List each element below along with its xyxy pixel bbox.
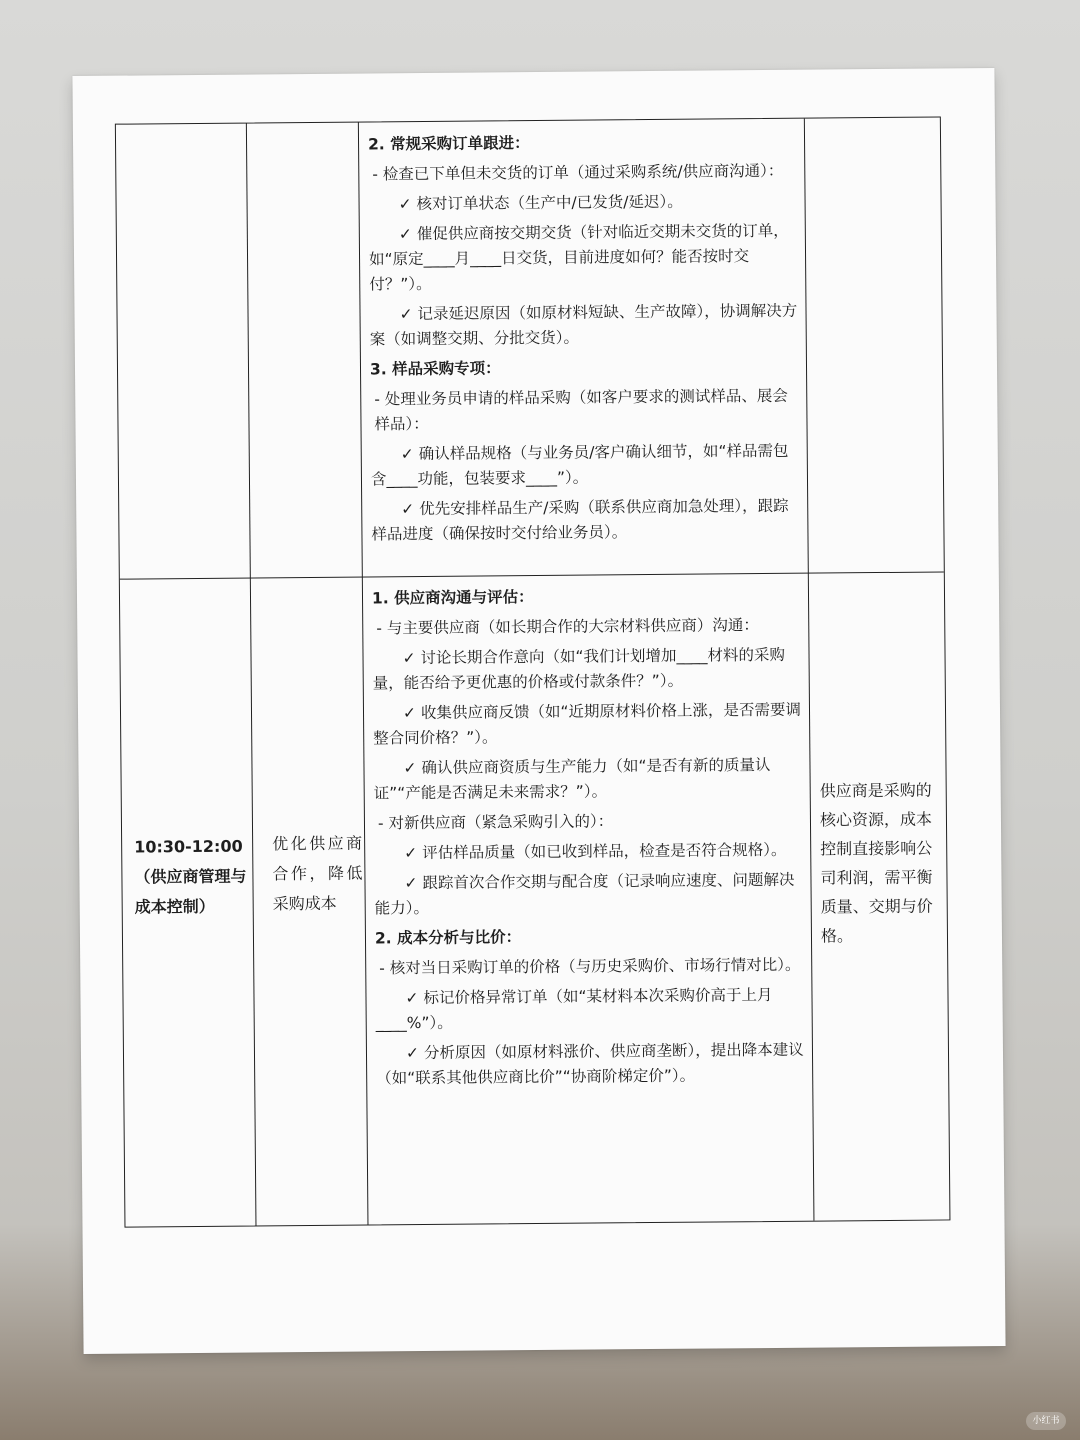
watermark-badge: 小红书 [1026,1412,1066,1430]
paragraph-text: 优先安排样品生产/采购（联系供应商加急处理），跟踪样品进度（确保按时交付给业务员）。 [371,496,789,544]
paragraph-text: - 对新供应商（紧急采购引入的）： [377,812,614,833]
check-item [374,838,802,867]
check-item [374,868,802,922]
time-slot: 10:30-12:00 [134,836,243,857]
column-divider [804,119,815,1221]
paragraph-text: 确认供应商资质与生产能力（如“是否有新的质量认证”“产能是否满足未来需求？”）。 [373,755,771,803]
check-mark-icon: ✓ [398,195,412,214]
check-item [369,219,798,298]
check-mark-icon: ✓ [404,844,418,863]
paragraph-text: 分析原因（如原材料涨价、供应商垄断），提出降本建议（如“联系其他供应商比价”“协商阶梯定价”）。 [376,1040,804,1088]
task-item [372,159,796,188]
paragraph-text: 核对订单状态（生产中/已发货/延迟）。 [416,192,683,214]
row2-goal-cell: 优化供应商合作，降低采购成本 [272,833,363,914]
time-slot-subtitle: （供应商管理与成本控制） [134,866,247,917]
paragraph-text: 标记价格异常订单（如“某材料本次采购价高于上月____%”）。 [375,985,773,1033]
row1-content-cell [368,127,800,571]
check-mark-icon: ✓ [399,305,413,324]
section-heading [375,923,803,952]
column-divider [246,124,257,1226]
task-item [374,384,798,438]
check-item [369,299,797,353]
row2-note-cell: 供应商是采购的核心资源，成本控制直接影响公司利润，需平衡质量、交期与价格。 [819,780,933,946]
paragraph-text: - 核对当日采购订单的价格（与历史采购价、市场行情对比）。 [379,955,801,978]
check-mark-icon: ✓ [405,989,419,1008]
paragraph-text: 3. 样品采购专项： [369,359,501,379]
row2-time-cell [134,832,251,923]
check-mark-icon: ✓ [405,1044,420,1063]
paragraph-text: 2. 成本分析与比价： [374,928,522,948]
row-divider [120,571,944,579]
paragraph-text: 2. 常规采购订单跟进： [367,134,530,154]
check-item [371,439,799,493]
check-mark-icon: ✓ [403,759,417,778]
check-mark-icon: ✓ [400,445,414,464]
section-heading [372,583,800,612]
check-item [372,643,800,697]
paragraph-text: 跟踪首次合作交期与配合度（记录响应速度、问题解决能力）。 [374,870,795,918]
paragraph-text: 确认样品规格（与业务员/客户确认细节，如“样品需包含____功能，包装要求____”）。 [370,441,789,489]
check-item [368,189,796,218]
section-heading [368,129,796,158]
check-mark-icon: ✓ [401,500,415,519]
check-mark-icon: ✓ [404,874,418,893]
paragraph-text: 1. 供应商沟通与评估： [371,588,534,608]
paragraph-text: - 处理业务员申请的样品采购（如客户要求的测试样品、展会样品）： [374,386,788,434]
check-item [373,698,801,752]
paragraph-text: 记录延迟原因（如原材料短缺、生产故障），协调解决方案（如调整交期、分批交货）。 [369,301,798,349]
task-item [379,953,803,982]
paragraph-text: 评估样品质量（如已收到样品，检查是否符合规格）。 [422,840,787,863]
check-mark-icon: ✓ [402,649,416,668]
check-mark-icon: ✓ [402,704,417,723]
document-page [72,68,1005,1354]
row2-content-cell [372,581,806,1221]
check-mark-icon: ✓ [398,225,412,244]
paragraph-text: - 与主要供应商（如长期合作的大宗材料供应商）沟通： [376,616,759,638]
task-item [378,808,802,837]
paragraph-text: 讨论长期合作意向（如“我们计划增加____材料的采购量，能否给予更优惠的价格或付款条件？”）。 [372,645,786,693]
schedule-table [115,116,951,1227]
column-divider [358,123,369,1225]
paragraph-text: - 检查已下单但未交货的订单（通过采购系统/供应商沟通）： [372,161,784,184]
check-item [371,494,799,548]
check-item [375,983,803,1037]
paragraph-text: 催促供应商按交期交货（针对临近交期未交货的订单，如“原定____月____日交货，目前进度如何？能否按时交付？”）。 [368,221,789,294]
section-heading [370,354,798,383]
paragraph-text: 收集供应商反馈（如“近期原材料价格上涨，是否需要调整合同价格？”）。 [373,700,802,748]
check-item [376,1038,804,1092]
check-item [373,753,801,807]
task-item [376,613,800,642]
